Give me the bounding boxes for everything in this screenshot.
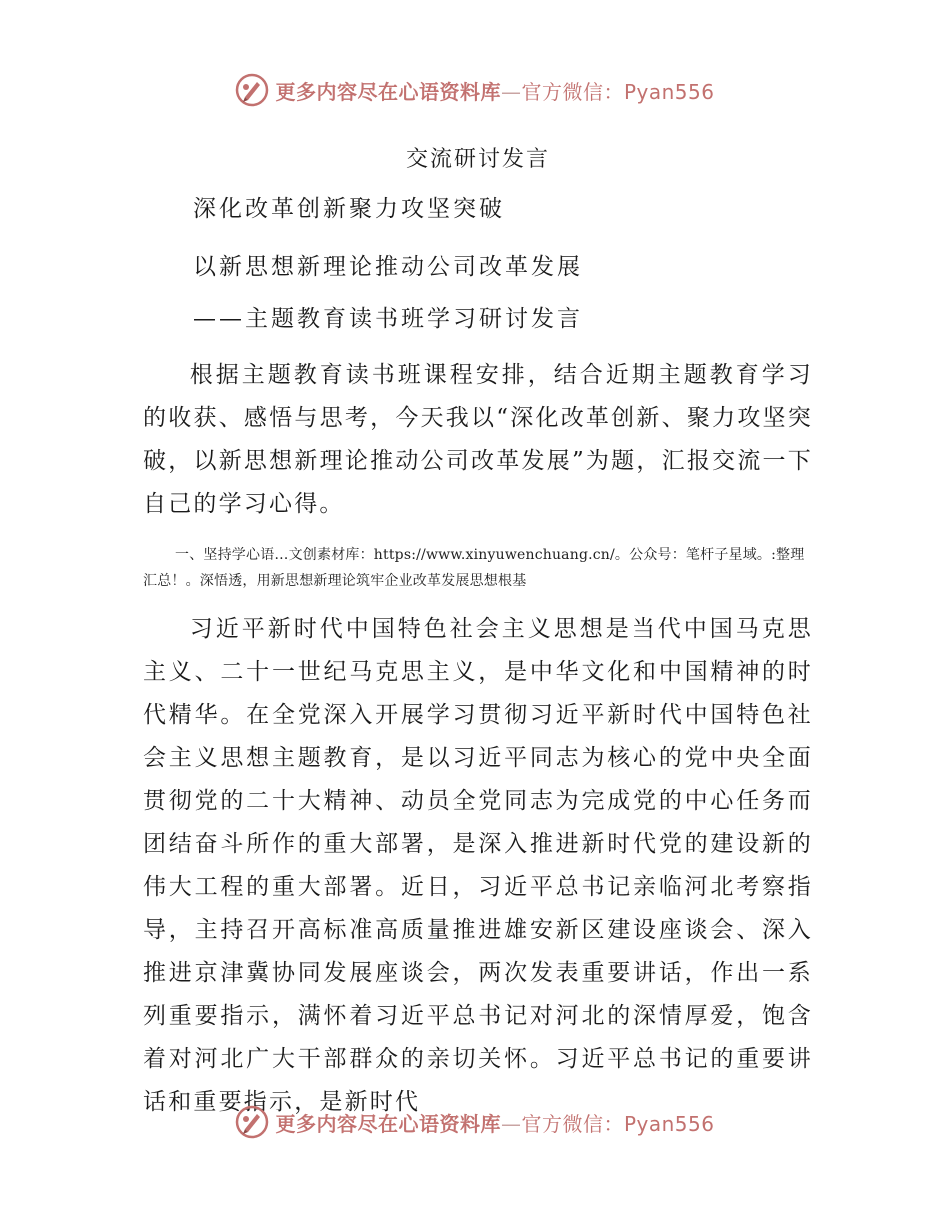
document-body	[143, 140, 813, 1124]
brand-logo-icon	[235, 1105, 269, 1139]
wechat-text: 官方微信：Pyan556	[521, 1111, 715, 1136]
section-note	[143, 542, 813, 594]
footer-banner	[0, 1102, 950, 1142]
header-banner	[0, 70, 950, 110]
subtitle-1: 深化改革创新聚力攻坚突破	[193, 196, 505, 222]
subtitle-2: 以新思想新理论推动公司改革发展	[193, 254, 583, 280]
brand-text: 更多内容尽在心语资料库	[275, 1111, 501, 1136]
paragraph-2-text: 习近平新时代中国特色社会主义思想是当代中国马克思主义、二十一世纪马克思主义，是中华文化和中国精神的时代精华。在全党深入开展学习贯彻习近平新时代中国特色社会主义思想主题教育，是以习近平同志为核心的党中央全面贯彻党的二十大精神、动员全党同志为完成党的中心任务而团结奋斗所作的重大部署，是深入推进新时代党的建设新的伟大工程的重大部署。近日，习近平总书记亲临河北考察指导，主持召开高标准高质量推进雄安新区建设座谈会、深入推进京津冀协同发展座谈会，两次发表重要讲话，作出一系列重要指示，满怀着习近平总书记对河北的深情厚爱，饱含着对河北广大干部群众的亲切关怀。习近平总书记的重要讲话和重要指示，是新时代	[143, 616, 813, 1115]
subtitle-3: ——主题教育读书班学习研讨发言	[193, 306, 583, 332]
brand-text: 更多内容尽在心语资料库	[275, 79, 501, 104]
section-note-text: 一、坚持学心语…文创素材库：https://www.xinyuwenchuang.cn/。公众号：笔杆子星域。:整理汇总！。深悟透，用新思想新理论筑牢企业改革发展思想根基	[143, 547, 805, 589]
banner-separator: —	[500, 79, 522, 104]
paragraph-1	[143, 354, 813, 526]
wechat-text: 官方微信：Pyan556	[521, 79, 715, 104]
brand-logo-icon	[235, 73, 269, 107]
paragraph-2	[143, 608, 813, 1124]
paragraph-1-text: 根据主题教育读书班课程安排，结合近期主题教育学习的收获、感悟与思考，今天我以“深化改革创新、聚力攻坚突破，以新思想新理论推动公司改革发展”为题，汇报交流一下自己的学习心得。	[143, 362, 813, 517]
banner-separator: —	[500, 1111, 522, 1136]
document-heading: 交流研讨发言	[405, 147, 550, 172]
